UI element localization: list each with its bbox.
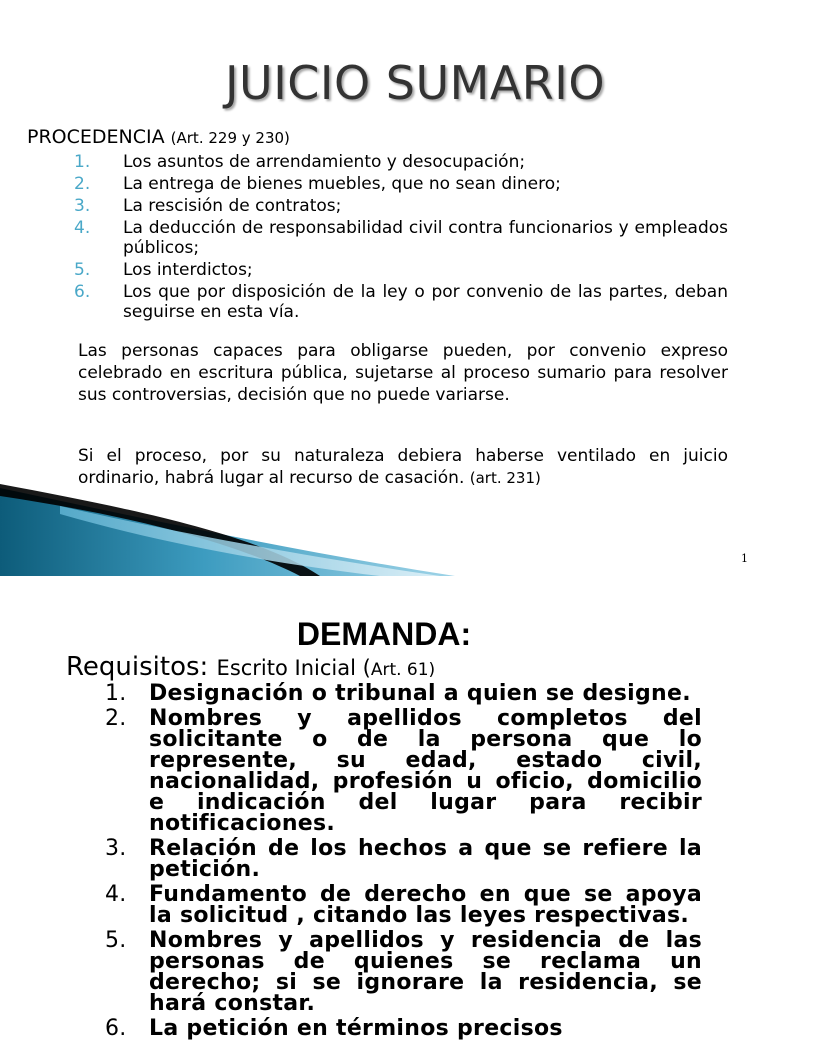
list-text: La rescisión de contratos; — [123, 196, 342, 216]
requisitos-heading — [66, 652, 435, 682]
list-text: Nombres y apellidos y residencia de las personas de quienes se reclama un derecho; si se ignorare la residencia, se hará constar. — [149, 928, 702, 1016]
list-item — [105, 930, 702, 1014]
requisitos-label: Requisitos: — [66, 652, 209, 682]
list-number: 2. — [74, 174, 91, 194]
list-text: La entrega de bienes muebles, que no sean dinero; — [123, 174, 561, 194]
paragraph-casacion-text: Si el proceso, por su naturaleza debiera haberse ventilado en juicio ordinario, habrá lugar al recurso de casación. — [78, 446, 728, 488]
list-number: 5. — [74, 260, 91, 280]
escrito-label: Escrito Inicial ( — [216, 656, 371, 680]
list-item — [105, 1018, 702, 1039]
list-item — [74, 152, 728, 172]
decorative-wave — [0, 480, 768, 576]
list-text: Fundamento de derecho en que se apoya la solicitud , citando las leyes respectivas. — [149, 882, 702, 928]
list-item — [74, 196, 728, 216]
list-text: Los que por disposición de la ley o por convenio de las partes, deban seguirse en esta vía. — [123, 282, 728, 322]
escrito-ref: Art. 61) — [370, 660, 436, 680]
list-number: 3. — [74, 196, 91, 216]
list-text: La petición en términos precisos — [149, 1016, 563, 1041]
list-number: 4. — [74, 218, 91, 238]
list-text: Nombres y apellidos completos del solicitante o de la persona que lo represente, su edad, estado civil, nacionalidad, profesión u oficio, domicilio e indicación del lugar para recibir notificaciones. — [149, 706, 702, 836]
list-item — [105, 884, 702, 926]
list-number: 6. — [105, 1016, 127, 1041]
procedencia-label: PROCEDENCIA — [27, 126, 165, 148]
list-text: Los interdictos; — [123, 260, 253, 280]
slide-demanda — [0, 588, 768, 1041]
list-number: 5. — [105, 928, 127, 953]
list-number: 6. — [74, 282, 91, 302]
list-item — [74, 218, 728, 258]
list-text: Los asuntos de arrendamiento y desocupación; — [123, 152, 526, 172]
list-number: 4. — [105, 882, 127, 907]
list-number: 3. — [105, 836, 127, 861]
procedencia-ref: (Art. 229 y 230) — [170, 129, 290, 147]
list-item — [74, 174, 728, 194]
list-text: Designación o tribunal a quien se designe. — [149, 681, 691, 706]
list-item — [74, 282, 728, 322]
list-item — [74, 260, 728, 280]
requisitos-list — [105, 683, 702, 1043]
paragraph-convenio: Las personas capaces para obligarse pueden, por convenio expreso celebrado en escritura pública, sujetarse al proceso sumario para resolver sus controversias, decisión que no puede variarse. — [78, 341, 728, 405]
list-number: 1. — [74, 152, 91, 172]
page-number: 1 — [741, 552, 748, 565]
list-item — [105, 708, 702, 834]
list-item — [105, 683, 702, 704]
list-number: 1. — [105, 681, 127, 706]
slide-title: DEMANDA: — [296, 616, 472, 652]
list-item — [105, 838, 702, 880]
slide-title: JUICIO SUMARIO — [224, 56, 606, 110]
list-text: Relación de los hechos a que se refiere la petición. — [149, 836, 702, 882]
list-number: 2. — [105, 706, 127, 731]
slide-separator — [0, 576, 768, 588]
procedencia-heading — [27, 126, 290, 148]
procedencia-list — [74, 152, 728, 324]
list-text: La deducción de responsabilidad civil contra funcionarios y empleados públicos; — [123, 218, 728, 258]
paragraph-casacion-ref: (art. 231) — [469, 469, 541, 487]
